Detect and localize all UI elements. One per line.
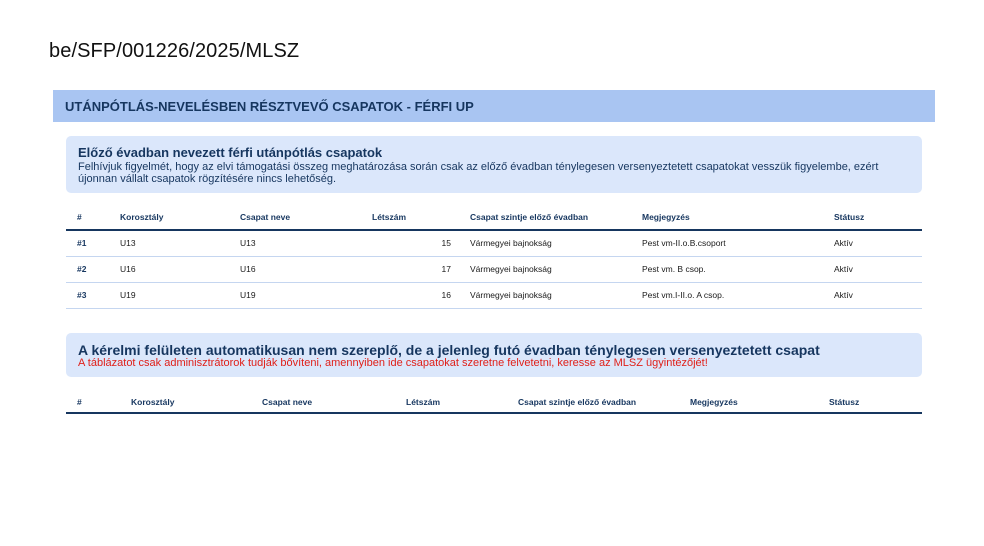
page-banner-title: UTÁNPÓTLÁS-NEVELÉSBEN RÉSZTVEVŐ CSAPATOK - FÉRFI UP bbox=[65, 98, 474, 114]
row-status: Aktív bbox=[834, 238, 853, 249]
row-status: Aktív bbox=[834, 264, 853, 274]
row-age-group: U19 bbox=[120, 290, 136, 300]
current-season-info-box bbox=[66, 333, 922, 377]
column-header-age-group: Korosztály bbox=[120, 391, 251, 413]
table-header-row bbox=[66, 205, 922, 230]
column-header-previous-level: Csapat szintje előző évadban bbox=[507, 391, 679, 413]
current-season-table bbox=[66, 391, 922, 414]
row-headcount: 16 bbox=[441, 290, 451, 300]
column-header-headcount: Létszám bbox=[395, 391, 507, 413]
column-header-team-name: Csapat neve bbox=[251, 391, 395, 413]
column-header-team-name: Csapat neve bbox=[229, 205, 361, 230]
column-header-previous-level: Csapat szintje előző évadban bbox=[459, 205, 631, 230]
row-team-name: U13 bbox=[240, 238, 256, 249]
previous-season-title: Előző évadban nevezett férfi utánpótlás csapatok bbox=[78, 145, 383, 160]
row-status: Aktív bbox=[834, 290, 853, 300]
column-header-headcount: Létszám bbox=[361, 205, 459, 230]
column-header-note: Megjegyzés bbox=[679, 391, 818, 413]
column-header-status: Státusz bbox=[823, 205, 922, 230]
previous-season-notice: Felhívjuk figyelmét, hogy az elvi támogatási összeg meghatározása során csak az előző évadban ténylegesen versenyeztetett csapatokat vesszük figyelembe, ezért újonnan vállalt csapatok rögzítésére nincs lehetőség. bbox=[78, 161, 879, 185]
column-header-age-group: Korosztály bbox=[109, 205, 229, 230]
row-age-group: U13 bbox=[120, 238, 136, 249]
row-previous-level: Vármegyei bajnokság bbox=[470, 264, 552, 274]
document-id: be/SFP/001226/2025/MLSZ bbox=[49, 40, 300, 62]
row-note: Pest vm.I-II.o. A csop. bbox=[642, 290, 725, 300]
row-previous-level: Vármegyei bajnokság bbox=[470, 238, 552, 249]
column-header-number: # bbox=[66, 391, 120, 413]
previous-season-info-box bbox=[66, 136, 922, 193]
table-header-row bbox=[66, 391, 922, 413]
row-headcount: 15 bbox=[441, 238, 451, 249]
row-previous-level: Vármegyei bajnokság bbox=[470, 290, 552, 300]
table-row bbox=[66, 230, 922, 256]
row-note: Pest vm-II.o.B.csoport bbox=[642, 238, 726, 249]
row-id: #3 bbox=[77, 290, 87, 300]
row-id: #1 bbox=[77, 238, 87, 249]
table-row bbox=[66, 282, 922, 308]
row-age-group: U16 bbox=[120, 264, 136, 274]
row-team-name: U19 bbox=[240, 290, 256, 300]
row-id: #2 bbox=[77, 264, 87, 274]
current-season-notice: A táblázatot csak adminisztrátorok tudják bővíteni, amennyiben ide csapatokat szeretne felvetetni, keresse az MLSZ ügyintézőjét! bbox=[78, 357, 708, 369]
row-note: Pest vm. B csop. bbox=[642, 264, 706, 274]
row-headcount: 17 bbox=[441, 264, 451, 274]
previous-season-table bbox=[66, 205, 922, 309]
page-banner bbox=[53, 90, 935, 122]
column-header-status: Státusz bbox=[818, 391, 922, 413]
row-team-name: U16 bbox=[240, 264, 256, 274]
column-header-number: # bbox=[66, 205, 109, 230]
table-row bbox=[66, 256, 922, 282]
column-header-note: Megjegyzés bbox=[631, 205, 823, 230]
current-season-title: A kérelmi felületen automatikusan nem szereplő, de a jelenleg futó évadban ténylegesen versenyeztetett csapat bbox=[78, 342, 820, 358]
